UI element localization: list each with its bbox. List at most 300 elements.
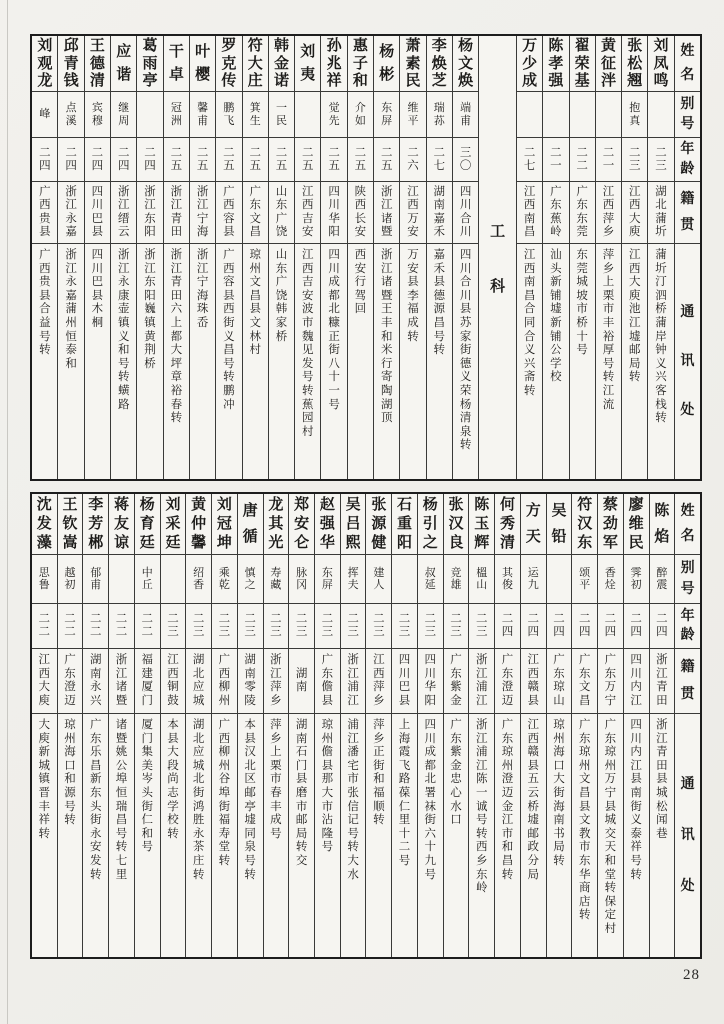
- glyph: 二: [89, 626, 102, 638]
- glyph: 惠: [352, 37, 368, 54]
- glyph: 平: [579, 579, 591, 591]
- glyph: 园: [302, 412, 314, 425]
- glyph: 兆: [326, 55, 342, 72]
- glyph: 龙: [37, 73, 53, 90]
- glyph: 荣: [574, 55, 590, 72]
- glyph: 馨: [191, 535, 207, 551]
- glyph: 符: [247, 37, 263, 54]
- glyph: 南: [89, 667, 102, 680]
- person-byname: [238, 555, 263, 604]
- person-age: [58, 604, 83, 649]
- glyph: 脉: [296, 566, 308, 579]
- glyph: 一: [276, 102, 287, 114]
- glyph: 紫: [450, 746, 462, 759]
- glyph: 鸿: [192, 800, 205, 813]
- person-address: [161, 714, 186, 957]
- glyph: 上: [170, 316, 183, 329]
- glyph: 墟: [244, 814, 256, 827]
- glyph: 号: [328, 398, 340, 411]
- glyph: 三: [476, 626, 488, 638]
- glyph: 二: [424, 613, 437, 625]
- glyph: 箕: [249, 102, 261, 114]
- glyph: 二: [550, 146, 562, 159]
- glyph: 江: [347, 694, 359, 707]
- person-column: [340, 494, 366, 957]
- glyph: 县: [91, 226, 104, 238]
- glyph: 泮: [600, 73, 616, 90]
- glyph: 江: [527, 719, 539, 731]
- glyph: 李: [431, 37, 447, 54]
- glyph: 赣: [527, 746, 539, 759]
- glyph: 大: [629, 212, 641, 225]
- person-origin: [164, 182, 189, 244]
- glyph: 新: [550, 316, 562, 329]
- glyph: 桐: [91, 316, 104, 329]
- person-name: [366, 494, 391, 555]
- glyph: 陵: [244, 694, 256, 707]
- glyph: 烇: [604, 579, 616, 591]
- glyph: 青: [170, 212, 183, 225]
- person-name: [264, 494, 289, 555]
- glyph: 昌: [501, 854, 514, 867]
- glyph: 强: [319, 516, 335, 532]
- person-age: [83, 604, 108, 649]
- glyph: 和: [64, 773, 76, 786]
- glyph: 暨: [380, 289, 393, 302]
- person-age: [648, 138, 673, 182]
- glyph: 和: [117, 344, 130, 357]
- glyph: 田: [170, 226, 183, 238]
- glyph: 署: [424, 786, 437, 799]
- person-address: [495, 714, 520, 957]
- glyph: 儋: [321, 746, 334, 759]
- glyph: 行: [380, 357, 393, 370]
- glyph: 定: [604, 909, 617, 922]
- person-byname: [348, 92, 373, 138]
- person-byname: [366, 555, 391, 604]
- glyph: 二: [578, 613, 591, 625]
- glyph: 川: [91, 199, 104, 211]
- glyph: 二: [553, 613, 565, 625]
- glyph: 尚: [167, 773, 179, 786]
- glyph: 邮: [244, 786, 256, 799]
- glyph: 邮: [629, 344, 641, 357]
- person-address: [648, 244, 673, 479]
- glyph: 乡: [602, 226, 615, 238]
- glyph: 馨: [197, 102, 209, 114]
- glyph: 十: [576, 330, 588, 343]
- glyph: 琼: [553, 719, 565, 731]
- glyph: 义: [117, 330, 130, 343]
- person-origin: [374, 182, 399, 244]
- glyph: 西: [223, 303, 235, 316]
- glyph: 广: [39, 185, 51, 198]
- glyph: 江: [629, 316, 641, 329]
- glyph: 三: [192, 626, 205, 638]
- glyph: 平: [407, 114, 419, 127]
- glyph: 南: [295, 681, 308, 693]
- glyph: 二: [64, 613, 76, 625]
- person-name: [289, 494, 314, 555]
- glyph: 唐: [242, 503, 258, 520]
- person-origin: [521, 649, 546, 714]
- glyph: 二: [167, 613, 179, 625]
- glyph: 州: [604, 759, 617, 772]
- glyph: 东: [578, 667, 591, 680]
- glyph: 二: [170, 146, 183, 159]
- glyph: 诸: [380, 276, 393, 289]
- glyph: 香: [604, 566, 616, 579]
- person-age: [341, 604, 366, 649]
- glyph: 四: [604, 626, 617, 638]
- glyph: 号: [680, 117, 695, 132]
- glyph: 郑: [294, 497, 310, 513]
- glyph: 江: [476, 667, 488, 680]
- glyph: 竞: [450, 566, 462, 579]
- glyph: 浦: [476, 746, 488, 759]
- glyph: 墟: [527, 814, 539, 827]
- glyph: 和: [373, 773, 385, 786]
- person-origin: [32, 649, 57, 714]
- glyph: 杨: [458, 37, 474, 54]
- glyph: 州: [65, 316, 77, 329]
- glyph: 市: [321, 800, 334, 813]
- glyph: 浙: [65, 185, 77, 198]
- glyph: 处: [680, 878, 695, 894]
- person-name: [135, 494, 160, 555]
- glyph: 流: [602, 398, 615, 411]
- glyph: 林: [249, 330, 261, 343]
- glyph: 劲: [602, 516, 618, 532]
- glyph: 潘: [347, 746, 359, 759]
- glyph: 初: [630, 579, 642, 591]
- glyph: 初: [64, 579, 76, 591]
- person-age: [650, 604, 675, 649]
- person-byname: [374, 92, 399, 138]
- glyph: 转: [192, 868, 205, 881]
- glyph: 江: [270, 667, 282, 680]
- person-byname: [453, 92, 478, 138]
- glyph: 都: [328, 289, 340, 302]
- person-column: [110, 36, 136, 479]
- glyph: 樱: [195, 67, 211, 84]
- person-origin: [216, 182, 241, 244]
- glyph: 三: [398, 626, 411, 638]
- glyph: 阳: [144, 226, 156, 238]
- glyph: 东: [604, 667, 617, 680]
- glyph: 东: [381, 102, 393, 114]
- glyph: 县: [39, 289, 51, 302]
- glyph: 禾: [433, 226, 446, 238]
- glyph: 江: [380, 262, 393, 275]
- glyph: 四: [91, 185, 104, 198]
- glyph: 鼓: [167, 694, 179, 707]
- glyph: 〇: [459, 159, 472, 172]
- person-address: [622, 244, 647, 479]
- glyph: 陶: [380, 384, 393, 397]
- glyph: 传: [221, 73, 237, 90]
- glyph: 乡: [373, 694, 385, 707]
- glyph: 县: [630, 773, 642, 786]
- glyph: 昌: [249, 289, 261, 302]
- glyph: 阳: [397, 535, 413, 551]
- glyph: 浦: [347, 681, 359, 693]
- glyph: 诸: [115, 719, 128, 731]
- glyph: 郴: [88, 535, 104, 551]
- person-origin: [186, 649, 211, 714]
- glyph: 容: [223, 276, 235, 289]
- glyph: 建: [141, 667, 153, 680]
- glyph: 福: [407, 303, 419, 316]
- person-column: [399, 36, 425, 479]
- glyph: 三: [347, 626, 359, 638]
- glyph: 仁: [141, 814, 153, 827]
- glyph: 生: [249, 114, 261, 127]
- person-age: [32, 604, 57, 649]
- person-byname: [572, 555, 597, 604]
- person-age: [624, 604, 649, 649]
- glyph: 杨: [422, 497, 438, 513]
- glyph: 西: [523, 199, 536, 211]
- glyph: 科: [490, 278, 506, 295]
- glyph: 广: [576, 185, 588, 198]
- glyph: 街: [630, 800, 642, 813]
- glyph: 大: [167, 746, 179, 759]
- glyph: 乡: [373, 732, 385, 745]
- glyph: 转: [64, 814, 76, 827]
- glyph: 铜: [167, 681, 179, 693]
- glyph: 山: [553, 694, 565, 707]
- glyph: 二: [655, 146, 667, 159]
- person-name: [58, 36, 83, 92]
- glyph: 四: [424, 719, 437, 731]
- glyph: 杨: [139, 497, 155, 513]
- person-name: [427, 36, 452, 92]
- person-age: [289, 604, 314, 649]
- glyph: 宁: [604, 786, 617, 799]
- person-column: [320, 36, 346, 479]
- glyph: 邮: [527, 827, 539, 840]
- glyph: 福: [141, 654, 153, 666]
- glyph: 孙: [326, 37, 342, 54]
- glyph: 西: [407, 199, 419, 211]
- person-column: [347, 36, 373, 479]
- glyph: 市: [602, 303, 615, 316]
- person-address: [427, 244, 452, 479]
- person-address: [572, 714, 597, 957]
- glyph: 金: [501, 800, 514, 813]
- glyph: 南: [433, 199, 446, 211]
- glyph: 湖: [655, 185, 667, 198]
- glyph: 家: [459, 330, 472, 343]
- person-column: [136, 36, 162, 479]
- glyph: 校: [167, 814, 179, 827]
- glyph: 三: [424, 626, 437, 638]
- glyph: 安: [294, 516, 310, 532]
- glyph: 泗: [655, 289, 667, 302]
- glyph: 澄: [501, 681, 514, 693]
- glyph: 西: [354, 199, 367, 211]
- glyph: 文: [578, 681, 591, 693]
- glyph: 教: [578, 827, 591, 840]
- glyph: 昌: [433, 316, 446, 329]
- person-name: [622, 36, 647, 92]
- person-column: [452, 36, 478, 479]
- glyph: 江: [170, 262, 183, 275]
- glyph: 局: [553, 841, 565, 854]
- glyph: 号: [223, 357, 235, 370]
- glyph: 成: [407, 316, 419, 329]
- glyph: 县: [321, 759, 334, 772]
- glyph: 刘: [216, 497, 232, 513]
- glyph: 一: [328, 384, 340, 397]
- glyph: 号: [39, 330, 51, 343]
- roster-table-top: [30, 34, 702, 481]
- glyph: 四: [328, 185, 340, 198]
- glyph: 二: [39, 146, 51, 159]
- glyph: 内: [630, 746, 642, 759]
- glyph: 岭: [550, 226, 562, 238]
- glyph: 刘: [653, 37, 669, 54]
- glyph: 霞: [398, 746, 411, 759]
- person-column: [542, 36, 568, 479]
- glyph: 章: [170, 371, 183, 384]
- person-name: [111, 36, 136, 92]
- person-name: [315, 494, 340, 555]
- glyph: 浙: [656, 654, 668, 666]
- glyph: 本: [167, 719, 179, 731]
- glyph: 彬: [379, 67, 395, 84]
- person-origin: [85, 182, 110, 244]
- person-origin: [32, 182, 57, 244]
- person-address: [517, 244, 542, 479]
- glyph: 张: [627, 37, 643, 54]
- glyph: 庄: [247, 73, 263, 90]
- person-origin: [444, 649, 469, 714]
- glyph: 峰: [39, 108, 51, 121]
- glyph: 三: [459, 146, 472, 159]
- person-age: [348, 138, 373, 182]
- glyph: 铺: [550, 289, 562, 302]
- person-origin: [58, 182, 83, 244]
- header-address: [675, 244, 700, 479]
- glyph: 四: [630, 719, 642, 731]
- glyph: 二: [629, 146, 641, 159]
- glyph: 家: [275, 316, 288, 329]
- person-address: [295, 244, 320, 479]
- glyph: 广: [218, 719, 231, 731]
- glyph: 发: [89, 854, 102, 867]
- glyph: 江: [373, 654, 385, 666]
- person-name: [648, 36, 673, 92]
- glyph: 蒲: [65, 303, 77, 316]
- glyph: 三: [270, 626, 282, 638]
- person-age: [495, 604, 520, 649]
- glyph: 万: [407, 249, 419, 261]
- glyph: 街: [218, 800, 231, 813]
- person-name: [517, 36, 542, 92]
- glyph: 市: [302, 316, 314, 329]
- person-column: [623, 494, 649, 957]
- glyph: 糠: [328, 316, 340, 329]
- roster-table-bottom: [30, 492, 702, 959]
- glyph: 基: [574, 73, 590, 90]
- glyph: 江: [347, 732, 359, 745]
- glyph: 乡: [270, 694, 282, 707]
- glyph: 路: [117, 398, 130, 411]
- glyph: 北: [655, 199, 667, 211]
- person-byname: [427, 92, 452, 138]
- glyph: 安: [407, 262, 419, 275]
- glyph: 店: [578, 895, 591, 908]
- glyph: 头: [550, 262, 562, 275]
- glyph: 转: [39, 344, 51, 357]
- person-origin: [109, 649, 134, 714]
- glyph: 四: [459, 185, 472, 198]
- glyph: 都: [424, 759, 437, 772]
- person-address: [469, 714, 494, 957]
- glyph: 屏: [381, 114, 393, 127]
- glyph: 松: [656, 800, 668, 813]
- person-name: [190, 36, 215, 92]
- glyph: 隆: [321, 827, 334, 840]
- glyph: 号: [270, 827, 282, 840]
- glyph: 安: [354, 226, 367, 238]
- glyph: 石: [295, 746, 308, 759]
- glyph: 泉: [244, 841, 256, 854]
- glyph: 寿: [270, 566, 282, 579]
- glyph: 汉: [577, 516, 593, 532]
- glyph: 思: [38, 566, 50, 579]
- glyph: 姓: [680, 504, 695, 519]
- glyph: 江: [144, 199, 156, 211]
- glyph: 诸: [115, 681, 128, 693]
- person-address: [341, 714, 366, 957]
- person-column: [263, 494, 289, 957]
- person-age: [137, 138, 162, 182]
- glyph: 鸣: [653, 73, 669, 90]
- glyph: 大: [170, 344, 183, 357]
- person-origin: [190, 182, 215, 244]
- glyph: 李: [88, 497, 104, 513]
- glyph: 新: [38, 746, 51, 759]
- glyph: 四: [553, 626, 565, 638]
- person-age: [444, 604, 469, 649]
- glyph: 诚: [476, 800, 488, 813]
- glyph: 广: [89, 719, 102, 731]
- glyph: 水: [347, 868, 359, 881]
- glyph: 萧: [405, 37, 421, 54]
- glyph: 新: [89, 773, 102, 786]
- glyph: 陕: [354, 185, 367, 198]
- glyph: 江: [476, 732, 488, 745]
- person-name: [212, 494, 237, 555]
- glyph: 岭: [476, 882, 488, 895]
- glyph: 州: [321, 732, 334, 745]
- header-name: [675, 494, 700, 555]
- glyph: 克: [221, 55, 237, 72]
- person-age: [572, 604, 597, 649]
- person-age: [190, 138, 215, 182]
- glyph: 丰: [38, 800, 51, 813]
- glyph: 巴: [398, 681, 411, 693]
- person-byname: [32, 555, 57, 604]
- glyph: 西: [302, 262, 314, 275]
- glyph: 兴: [655, 371, 667, 384]
- glyph: 圻: [655, 226, 667, 238]
- glyph: 州: [249, 262, 261, 275]
- glyph: 壶: [117, 303, 130, 316]
